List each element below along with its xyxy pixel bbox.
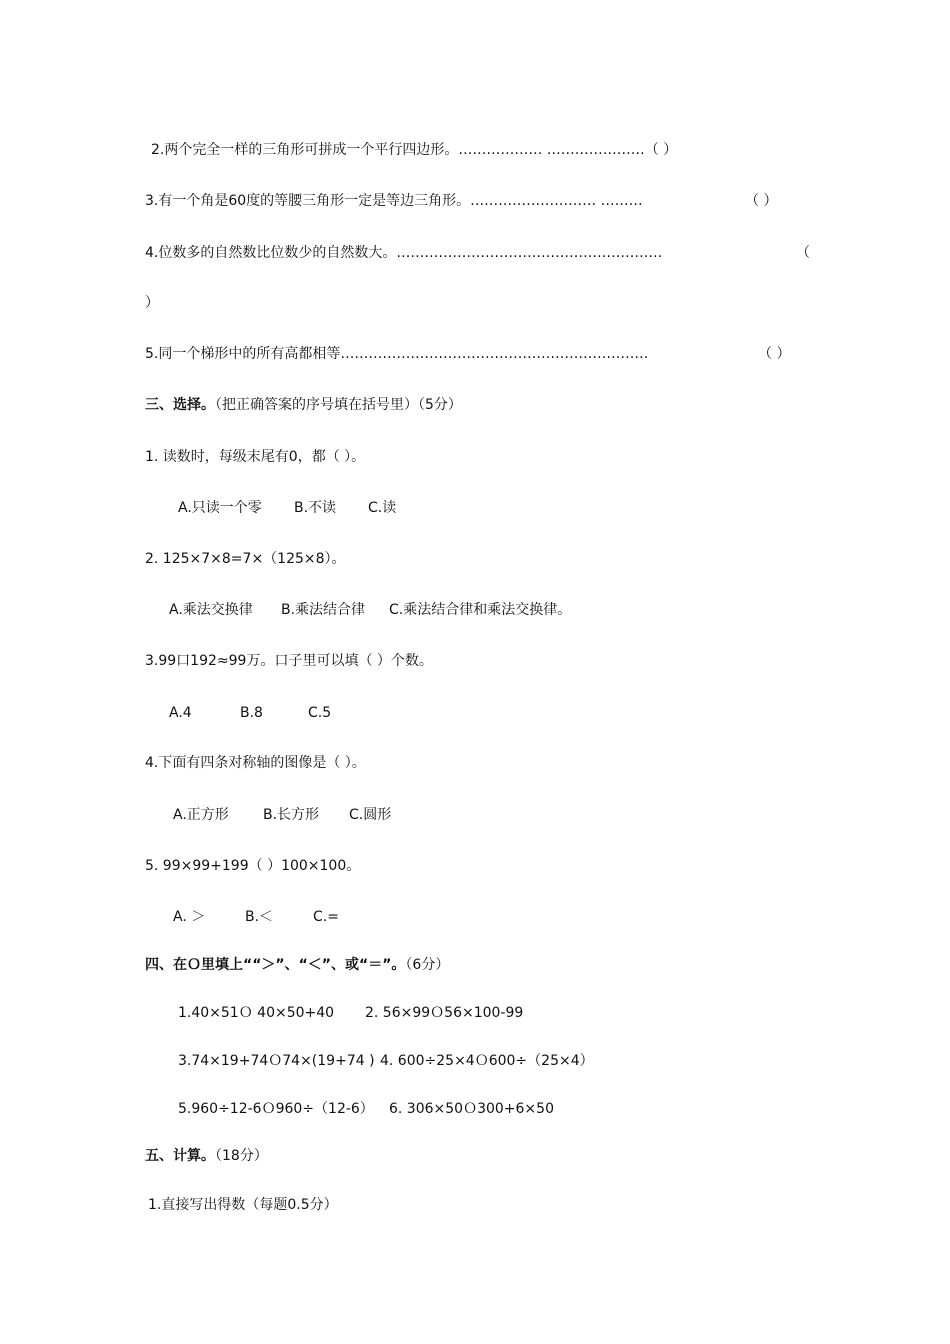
section3-heading	[145, 395, 462, 415]
choice-3-option-c[interactable]: C.5	[308, 705, 332, 721]
choice-5-option-a[interactable]: A. ＞	[173, 909, 206, 925]
section5-title: 五、计算。	[145, 1148, 215, 1164]
section3-note: （把正确答案的序号填在括号里）（5分）	[215, 397, 462, 413]
judge-item-3: 3.有一个角是60度的等腰三角形一定是等边三角形。……………………… ………	[145, 193, 643, 209]
section5-note: （18分）	[215, 1148, 268, 1164]
section4-note: （6分）	[405, 957, 450, 973]
choice-4-option-c[interactable]: C.圆形	[349, 807, 392, 823]
choice-5-option-b[interactable]: B.＜	[245, 909, 274, 925]
compare-item-2[interactable]: 2. 56×99Ｏ56×100-99	[365, 1005, 524, 1021]
judge-item-2: 2.两个完全一样的三角形可拼成一个平行四边形。……………… …………………（ ）	[151, 142, 678, 158]
compare-item-5[interactable]: 5.960÷12-6Ｏ960÷（12-6）	[178, 1101, 374, 1117]
section3-title: 三、选择。	[145, 397, 215, 413]
judge-item-5-answer-paren[interactable]: （ ）	[758, 346, 791, 362]
section4-heading	[145, 955, 449, 975]
compare-item-4[interactable]: 4. 600÷25×4Ｏ600÷（25×4）	[380, 1053, 594, 1069]
judge-item-5: 5.同一个梯形中的所有高都相等…………………………………………………………	[145, 346, 649, 362]
choice-2-option-a[interactable]: A.乘法交换律	[169, 602, 253, 618]
judge-item-4-answer-close: ）	[145, 295, 159, 311]
choice-question-2: 2. 125×7×8=7×（125×8）。	[145, 551, 346, 567]
choice-2-option-c[interactable]: C.乘法结合律和乘法交换律。	[389, 602, 572, 618]
choice-1-option-c[interactable]: C.读	[368, 500, 397, 516]
judge-item-3-answer-paren[interactable]: （ ）	[745, 193, 778, 209]
choice-5-option-c[interactable]: C.=	[313, 909, 339, 925]
choice-4-option-b[interactable]: B.长方形	[263, 807, 320, 823]
judge-item-4: 4.位数多的自然数比位数少的自然数大。…………………………………………………	[145, 245, 663, 261]
choice-question-1: 1. 读数时，每级末尾有0，都（ ）。	[145, 449, 366, 465]
choice-1-option-b[interactable]: B.不读	[294, 500, 337, 516]
choice-2-option-b[interactable]: B.乘法结合律	[281, 602, 366, 618]
choice-3-option-a[interactable]: A.4	[169, 705, 192, 721]
section5-heading	[145, 1146, 268, 1166]
section5-subheading-1: 1.直接写出得数（每题0.5分）	[148, 1197, 338, 1213]
choice-4-option-a[interactable]: A.正方形	[173, 807, 229, 823]
choice-1-option-a[interactable]: A.只读一个零	[178, 500, 262, 516]
choice-3-option-b[interactable]: B.8	[240, 705, 263, 721]
choice-question-5: 5. 99×99+199（ ）100×100。	[145, 858, 361, 874]
compare-item-1[interactable]: 1.40×51Ｏ 40×50+40	[178, 1005, 335, 1021]
section4-title: 四、在Ｏ里填上““＞”、“＜”、或“＝”。	[145, 957, 406, 973]
compare-item-6[interactable]: 6. 306×50Ｏ300+6×50	[389, 1101, 554, 1117]
judge-item-4-answer-open[interactable]: （	[796, 245, 810, 261]
compare-item-3[interactable]: 3.74×19+74Ｏ74×(19+74 )	[178, 1053, 375, 1069]
choice-question-3: 3.99口192≈99万。口子里可以填（ ）个数。	[145, 653, 433, 669]
choice-question-4: 4.下面有四条对称轴的图像是（ ）。	[145, 755, 366, 771]
